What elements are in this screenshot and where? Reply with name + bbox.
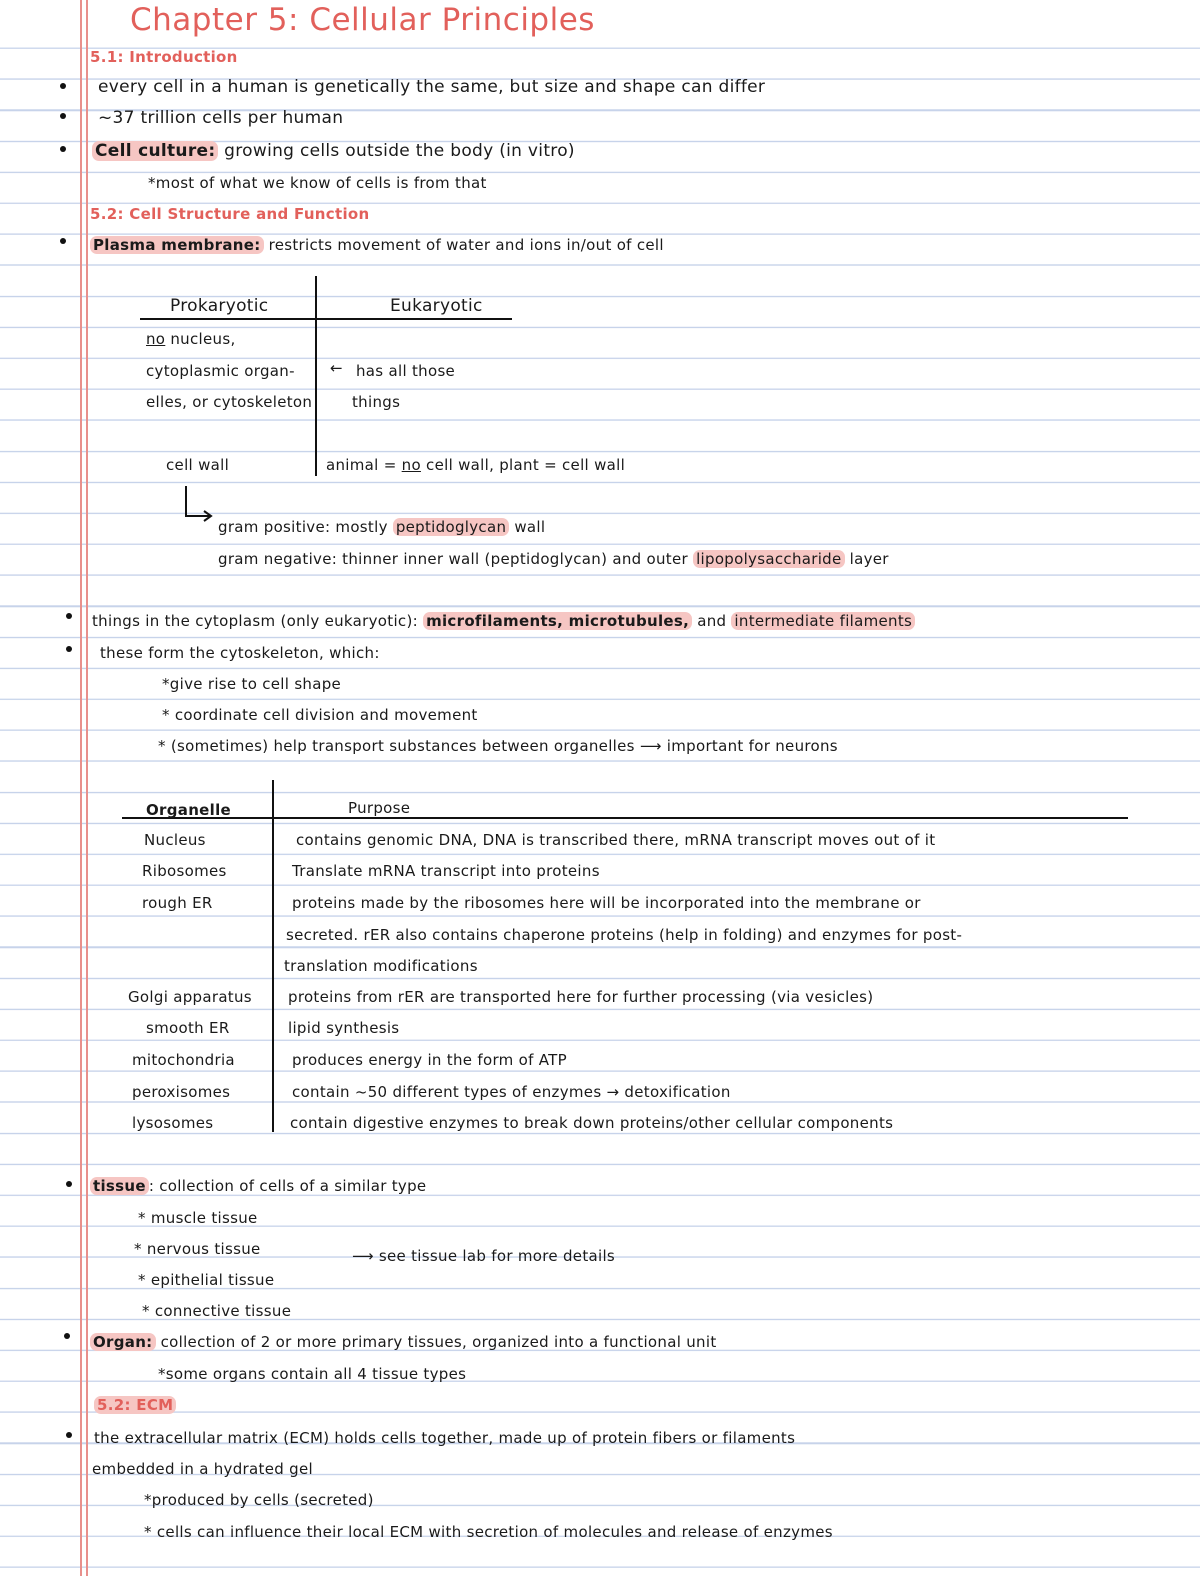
note-text: gram positive: mostly	[218, 518, 388, 536]
organelle-name: smooth ER	[146, 1019, 230, 1037]
sub-note: * coordinate cell division and movement	[162, 706, 478, 724]
organelle-name: peroxisomes	[132, 1083, 231, 1101]
highlighted-term: lipopolysaccharide	[693, 550, 844, 568]
organelle-name: rough ER	[142, 894, 213, 912]
sub-note: *some organs contain all 4 tissue types	[158, 1365, 467, 1383]
organelle-name: lysosomes	[132, 1114, 214, 1132]
bullet	[64, 1333, 70, 1339]
note-text: layer	[849, 550, 889, 568]
note-line: every cell in a human is genetically the same, but size and shape can differ	[98, 77, 766, 97]
cell-text: animal =	[326, 456, 402, 474]
note-text: important for neurons	[666, 737, 838, 755]
arrow-left-icon: ←	[330, 359, 343, 377]
organelle-name: mitochondria	[132, 1051, 235, 1069]
table-header-eukaryotic: Eukaryotic	[390, 296, 483, 316]
bent-arrow-icon	[180, 484, 220, 524]
note-line	[90, 1331, 717, 1353]
bullet	[66, 1181, 72, 1187]
table-header-purpose: Purpose	[348, 799, 411, 817]
section-heading-cell-structure: 5.2: Cell Structure and Function	[90, 205, 370, 223]
sub-note: * epithelial tissue	[138, 1271, 275, 1289]
sub-note: * muscle tissue	[138, 1209, 258, 1227]
note-text: wall	[514, 518, 546, 536]
note-text: collection of 2 or more primary tissues, organized into a functional unit	[160, 1333, 717, 1351]
note-text: see tissue lab for more details	[378, 1247, 616, 1265]
note-line: these form the cytoskeleton, which:	[100, 644, 380, 662]
highlighted-term: tissue	[90, 1177, 149, 1195]
table-header-organelle: Organelle	[146, 801, 232, 819]
note-line	[90, 234, 664, 256]
cell-text: cell wall, plant = cell wall	[420, 456, 626, 474]
note-line	[90, 1175, 426, 1197]
bullet	[60, 113, 66, 119]
highlighted-term: Plasma membrane:	[90, 236, 264, 254]
page-title: Chapter 5: Cellular Principles	[130, 2, 595, 38]
table-divider	[272, 780, 274, 1132]
note-text: restricts movement of water and ions in/out of cell	[268, 236, 664, 254]
note-text: growing cells outside the body (in vitro)	[224, 141, 575, 161]
table-cell	[146, 328, 236, 350]
organelle-purpose: proteins from rER are transported here for further processing (via vesicles)	[288, 988, 874, 1006]
organelle-purpose: contains genomic DNA, DNA is transcribed there, mRNA transcript moves out of it	[296, 831, 936, 849]
organelle-purpose: produces energy in the form of ATP	[292, 1051, 567, 1069]
arrow-right-icon: ⟶	[639, 737, 662, 755]
note-text: things in the cytoplasm (only eukaryotic):	[92, 612, 418, 630]
table-cell: cell wall	[166, 456, 230, 474]
highlighted-term: Cell culture:	[92, 141, 218, 161]
organelle-purpose: Translate mRNA transcript into proteins	[292, 862, 600, 880]
note-text: : collection of cells of a similar type	[148, 1177, 427, 1195]
bullet	[60, 146, 66, 152]
table-header-prokaryotic: Prokaryotic	[170, 296, 269, 316]
table-divider	[315, 276, 317, 476]
sub-note: *give rise to cell shape	[162, 675, 342, 693]
table-cell: elles, or cytoskeleton	[146, 393, 313, 411]
table-cell	[326, 454, 625, 476]
organelle-purpose: proteins made by the ribosomes here will be incorporated into the membrane or	[292, 894, 921, 912]
highlighted-heading: 5.2: ECM	[94, 1396, 176, 1414]
margin-line	[86, 0, 88, 1576]
table-cell: has all those	[356, 362, 456, 380]
margin-line	[80, 0, 82, 1576]
note-line	[352, 1245, 615, 1267]
organelle-name: Golgi apparatus	[128, 988, 252, 1006]
bullet	[60, 83, 66, 89]
organelle-purpose: lipid synthesis	[288, 1019, 400, 1037]
bullet	[66, 1432, 72, 1438]
sub-note	[158, 735, 838, 757]
bullet	[66, 646, 72, 652]
underlined-word: no	[401, 456, 421, 474]
cell-text: nucleus,	[165, 330, 236, 348]
note-line: the extracellular matrix (ECM) holds cells together, made up of protein fibers or filaments	[94, 1429, 796, 1447]
note-line	[218, 516, 545, 538]
highlighted-term: Organ:	[90, 1333, 156, 1351]
organelle-name: Ribosomes	[142, 862, 227, 880]
table-cell: cytoplasmic organ-	[146, 362, 295, 380]
highlighted-term: intermediate filaments	[731, 612, 915, 630]
sub-note: * connective tissue	[142, 1302, 292, 1320]
note-text: and	[697, 612, 727, 630]
sub-note: * nervous tissue	[134, 1240, 261, 1258]
note-line: embedded in a hydrated gel	[92, 1460, 313, 1478]
note-line	[92, 610, 915, 632]
table-rule	[140, 318, 512, 320]
note-line: ~37 trillion cells per human	[98, 108, 344, 128]
note-text: gram negative: thinner inner wall (peptidoglycan) and outer	[218, 550, 688, 568]
bullet	[60, 238, 66, 244]
organelle-purpose: contain digestive enzymes to break down proteins/other cellular components	[290, 1114, 894, 1132]
note-text: * (sometimes) help transport substances between organelles	[158, 737, 635, 755]
section-heading-intro: 5.1: Introduction	[90, 48, 238, 66]
organelle-name: Nucleus	[144, 831, 206, 849]
organelle-purpose: translation modifications	[284, 957, 478, 975]
organelle-purpose: secreted. rER also contains chaperone proteins (help in folding) and enzymes for post-	[286, 926, 963, 944]
underlined-word: no	[146, 330, 166, 348]
note-line	[92, 140, 575, 162]
table-cell: things	[352, 393, 401, 411]
sub-note: *produced by cells (secreted)	[144, 1491, 374, 1509]
highlighted-term: peptidoglycan	[393, 518, 509, 536]
organelle-purpose: contain ~50 different types of enzymes → detoxification	[292, 1083, 731, 1101]
sub-note: * cells can influence their local ECM with secretion of molecules and release of enzymes	[144, 1523, 833, 1541]
section-heading-ecm	[94, 1394, 176, 1416]
sub-note: *most of what we know of cells is from that	[148, 174, 487, 192]
note-line	[218, 548, 889, 570]
highlighted-term: microfilaments, microtubules,	[423, 612, 692, 630]
arrow-right-icon: ⟶	[352, 1247, 374, 1265]
bullet	[66, 613, 72, 619]
